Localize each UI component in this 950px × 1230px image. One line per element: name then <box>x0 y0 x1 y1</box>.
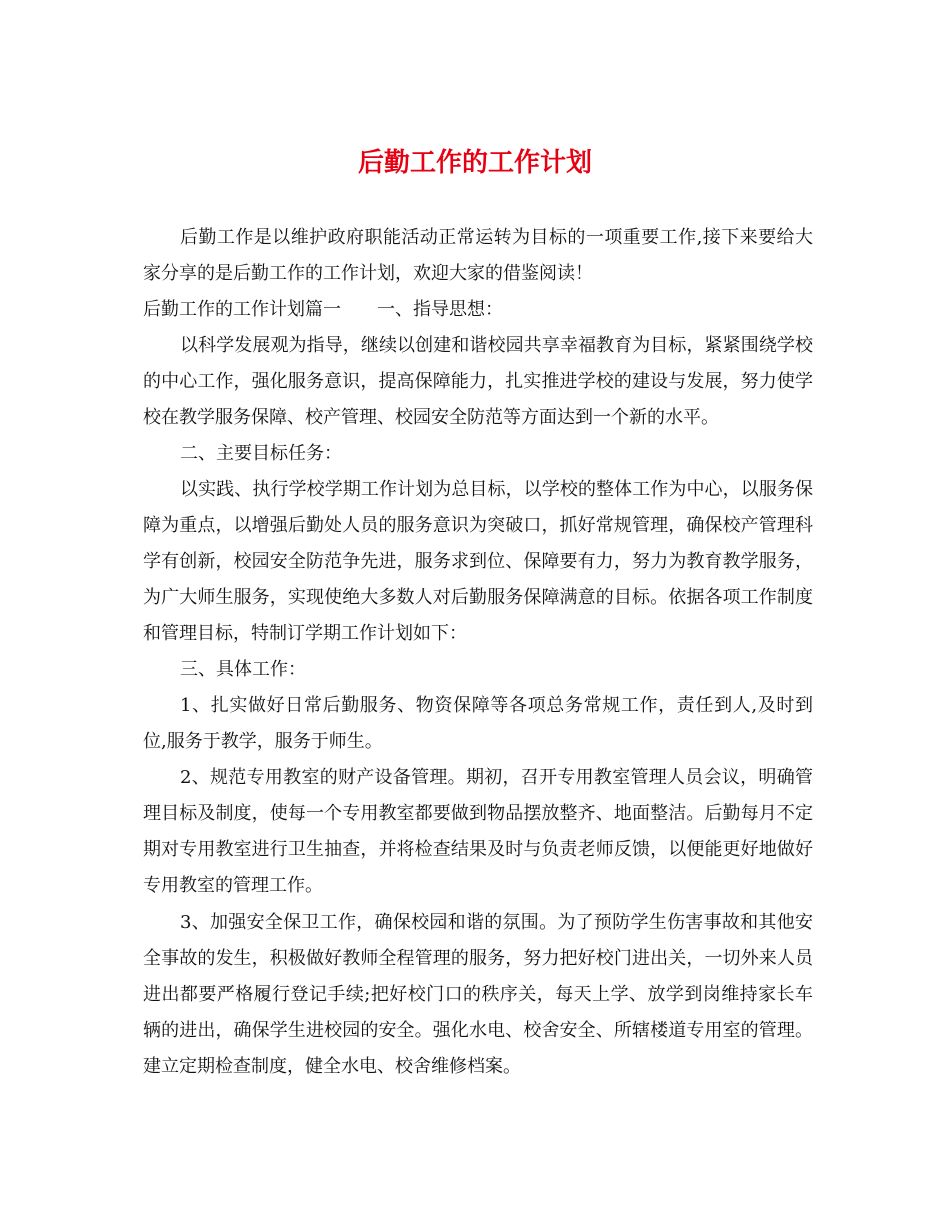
guiding-ideology-paragraph: 以科学发展观为指导，继续以创建和谐校园共享幸福教育为目标，紧紧围绕学校的中心工作，强化服务意识，提高保障能力，扎实推进学校的建设与发展，努力使学校在教学服务保障、校产管理、校园安全防范等方面达到一个新的水平。 <box>143 335 813 428</box>
section-heading-specific-work: 三、具体工作： <box>180 659 306 680</box>
section-heading-guiding-ideology: 后勤工作的工作计划篇一 一、指导思想： <box>143 299 503 320</box>
work-item-2: 2、规范专用教室的财产设备管理。期初，召开专用教室管理人员会议，明确管理目标及制度，使每一个专用教室都要做到物品摆放整齐、地面整洁。后勤每月不定期对专用教室进行卫生抽查，并将检查结果及时与负责老师反馈，以便能更好地做好专用教室的管理工作。 <box>143 767 813 896</box>
section-heading-main-goals: 二、主要目标任务： <box>180 443 342 464</box>
work-item-3: 3、加强安全保卫工作，确保校园和谐的氛围。为了预防学生伤害事故和其他安全事故的发生，积极做好教师全程管理的服务，努力把好校门进出关，一切外来人员进出都要严格履行登记手续;把好校门口的秩序关，每天上学、放学到岗维持家长车辆的进出，确保学生进校园的安全。强化水电、校舍安全、所辖楼道专用室的管理。建立定期检查制度，健全水电、校舍维修档案。 <box>143 912 813 1077</box>
work-item-1: 1、扎实做好日常后勤服务、物资保障等各项总务常规工作，责任到人,及时到位,服务于教学，服务于师生。 <box>143 695 813 752</box>
document-title: 后勤工作的工作计划 <box>357 148 592 178</box>
main-goals-paragraph: 以实践、执行学校学期工作计划为总目标，以学校的整体工作为中心，以服务保障为重点，以增强后勤处人员的服务意识为突破口，抓好常规管理，确保校产管理科学有创新，校园安全防范争先进，服务求到位、保障要有力，努力为教育教学服务，为广大师生服务，实现使绝大多数人对后勤服务保障满意的目标。依据各项工作制度和管理目标，特制订学期工作计划如下： <box>143 479 813 644</box>
document-body <box>143 220 813 1085</box>
intro-paragraph: 后勤工作是以维护政府职能活动正常运转为目标的一项重要工作,接下来要给大家分享的是后勤工作的工作计划，欢迎大家的借鉴阅读！ <box>143 227 813 284</box>
